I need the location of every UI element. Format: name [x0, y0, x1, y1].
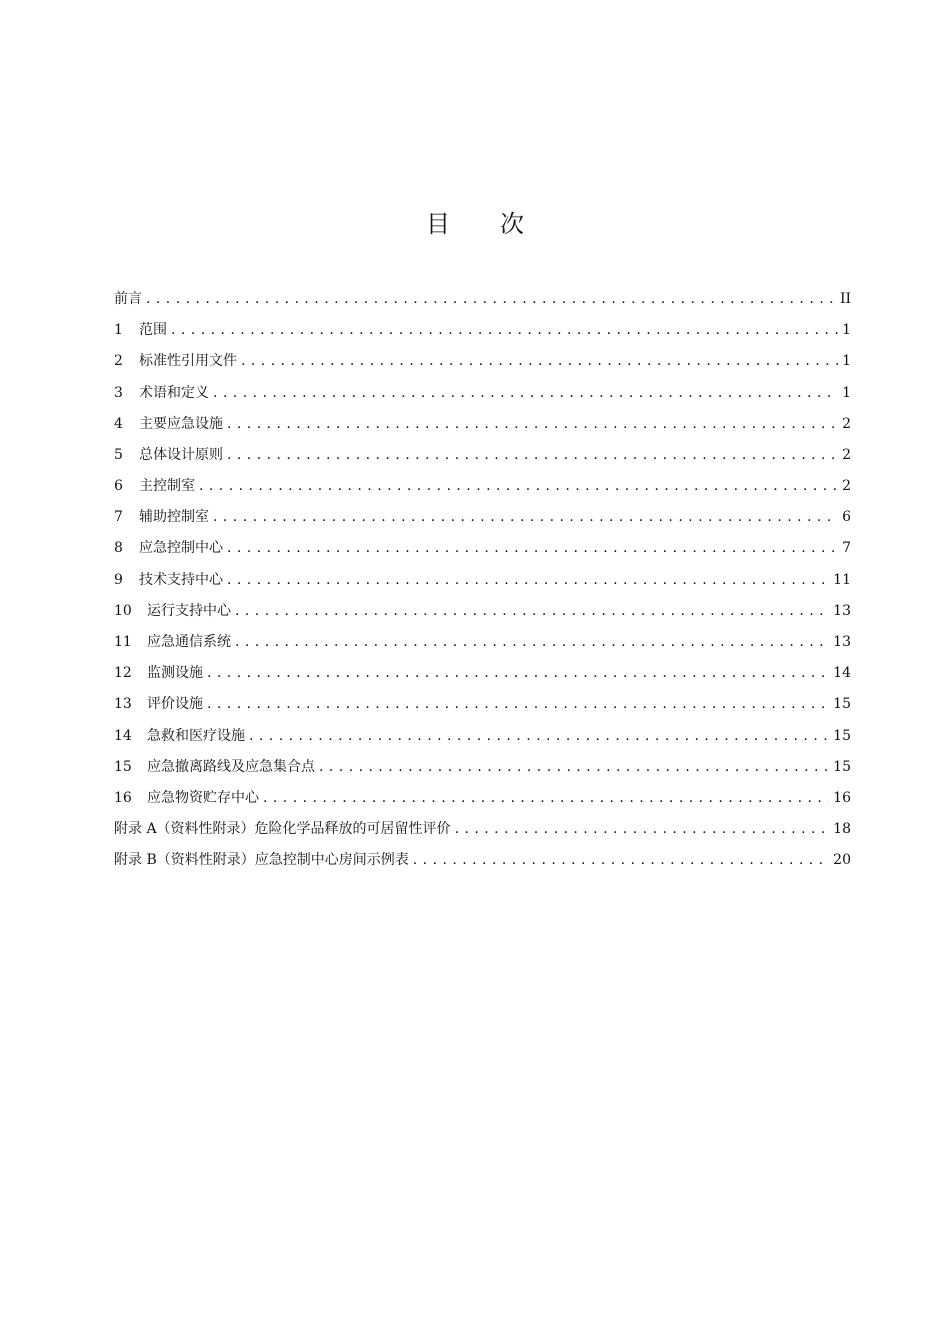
toc-entry-title: 范围: [139, 322, 167, 339]
toc-entry-number: 14: [114, 727, 132, 744]
toc-dot-leader: [213, 378, 838, 409]
toc-entry-page: 13: [833, 634, 851, 651]
toc-entry-number: 9: [114, 571, 123, 588]
toc-entry-title: 主控制室: [139, 478, 195, 495]
toc-entry-page: 7: [842, 540, 851, 557]
toc-entry-title: 辅助控制室: [139, 509, 209, 526]
toc-entry[interactable]: [114, 721, 851, 752]
toc-dot-leader: [207, 658, 829, 689]
toc-entry[interactable]: [114, 346, 851, 377]
toc-entry-page: 2: [842, 415, 851, 432]
page-title: 目次: [426, 210, 574, 238]
toc-entry-title: 标准性引用文件: [139, 353, 237, 370]
toc-entry-title: 应急撤离路线及应急集合点: [147, 758, 315, 775]
toc-entry[interactable]: [114, 315, 851, 346]
toc-entry-page: II: [839, 290, 851, 307]
toc-dot-leader: [263, 783, 829, 814]
toc-entry[interactable]: [114, 689, 851, 720]
toc-dot-leader: [235, 596, 829, 627]
toc-entry-number: 7: [114, 509, 123, 526]
toc-dot-leader: [455, 814, 830, 845]
toc-entry-number: 3: [114, 384, 123, 401]
toc-entry-page: 13: [833, 602, 851, 619]
toc-entry[interactable]: [114, 471, 851, 502]
toc-entry-title: 前言: [114, 290, 142, 307]
toc-entry-page: 2: [842, 446, 851, 463]
toc-entry-title: 技术支持中心: [139, 571, 223, 588]
toc-entry-title: 附录 B（资料性附录）应急控制中心房间示例表: [114, 852, 409, 869]
toc-entry-title: 应急控制中心: [139, 540, 223, 557]
toc-entry-page: 1: [842, 353, 851, 370]
toc-entry[interactable]: [114, 409, 851, 440]
toc-dot-leader: [241, 346, 838, 377]
toc-entry[interactable]: [114, 627, 851, 658]
toc-entry-page: 18: [833, 821, 851, 838]
toc-dot-leader: [227, 565, 829, 596]
toc-entry[interactable]: [114, 752, 851, 783]
toc-entry-number: 8: [114, 540, 123, 557]
toc-dot-leader: [413, 845, 829, 876]
toc-dot-leader: [171, 315, 838, 346]
toc-entry-page: 1: [842, 384, 851, 401]
toc-entry-number: 10: [114, 602, 132, 619]
toc-entry-page: 14: [833, 665, 851, 682]
toc-entry[interactable]: [114, 378, 851, 409]
table-of-contents: [114, 284, 851, 877]
toc-dot-leader: [213, 502, 838, 533]
toc-entry-title: 监测设施: [147, 665, 203, 682]
toc-dot-leader: [235, 627, 829, 658]
toc-entry-number: 11: [114, 634, 132, 651]
toc-entry-appendix-a[interactable]: [114, 814, 851, 845]
toc-dot-leader: [199, 471, 838, 502]
toc-entry[interactable]: [114, 534, 851, 565]
toc-entry-page: 11: [833, 571, 851, 588]
toc-entry[interactable]: [114, 565, 851, 596]
toc-entry-title: 主要应急设施: [139, 415, 223, 432]
toc-dot-leader: [319, 752, 829, 783]
toc-entry-title: 术语和定义: [139, 384, 209, 401]
toc-entry-page: 6: [842, 509, 851, 526]
toc-entry[interactable]: [114, 502, 851, 533]
toc-entry-title: 评价设施: [147, 696, 203, 713]
toc-entry-title: 急救和医疗设施: [147, 727, 245, 744]
toc-entry-title: 应急通信系统: [147, 634, 231, 651]
toc-entry-number: 1: [114, 322, 123, 339]
toc-entry-page: 2: [842, 478, 851, 495]
toc-entry-number: 15: [114, 758, 132, 775]
toc-entry-page: 15: [833, 696, 851, 713]
toc-dot-leader: [227, 440, 838, 471]
toc-entry-number: 5: [114, 446, 123, 463]
toc-dot-leader: [207, 689, 829, 720]
toc-entry-page: 20: [833, 852, 851, 869]
toc-entry-page: 16: [833, 789, 851, 806]
toc-dot-leader: [227, 534, 838, 565]
toc-entry-number: 6: [114, 478, 123, 495]
toc-entry-title: 总体设计原则: [139, 446, 223, 463]
toc-entry-appendix-b[interactable]: [114, 845, 851, 876]
toc-entry-title: 应急物资贮存中心: [147, 789, 259, 806]
toc-entry[interactable]: [114, 440, 851, 471]
toc-dot-leader: [146, 284, 836, 315]
toc-entry[interactable]: [114, 596, 851, 627]
toc-entry[interactable]: [114, 658, 851, 689]
toc-entry[interactable]: [114, 783, 851, 814]
toc-entry-page: 1: [842, 322, 851, 339]
toc-entry-number: 12: [114, 665, 132, 682]
toc-entry-page: 15: [833, 727, 851, 744]
toc-entry-number: 16: [114, 789, 132, 806]
toc-dot-leader: [249, 721, 829, 752]
toc-entry-page: 15: [833, 758, 851, 775]
toc-entry-number: 2: [114, 353, 123, 370]
toc-entry-title: 附录 A（资料性附录）危险化学品释放的可居留性评价: [114, 821, 451, 838]
toc-entry-number: 4: [114, 415, 123, 432]
toc-entry-foreword[interactable]: [114, 284, 851, 315]
toc-entry-number: 13: [114, 696, 132, 713]
toc-dot-leader: [227, 409, 838, 440]
toc-entry-title: 运行支持中心: [147, 602, 231, 619]
